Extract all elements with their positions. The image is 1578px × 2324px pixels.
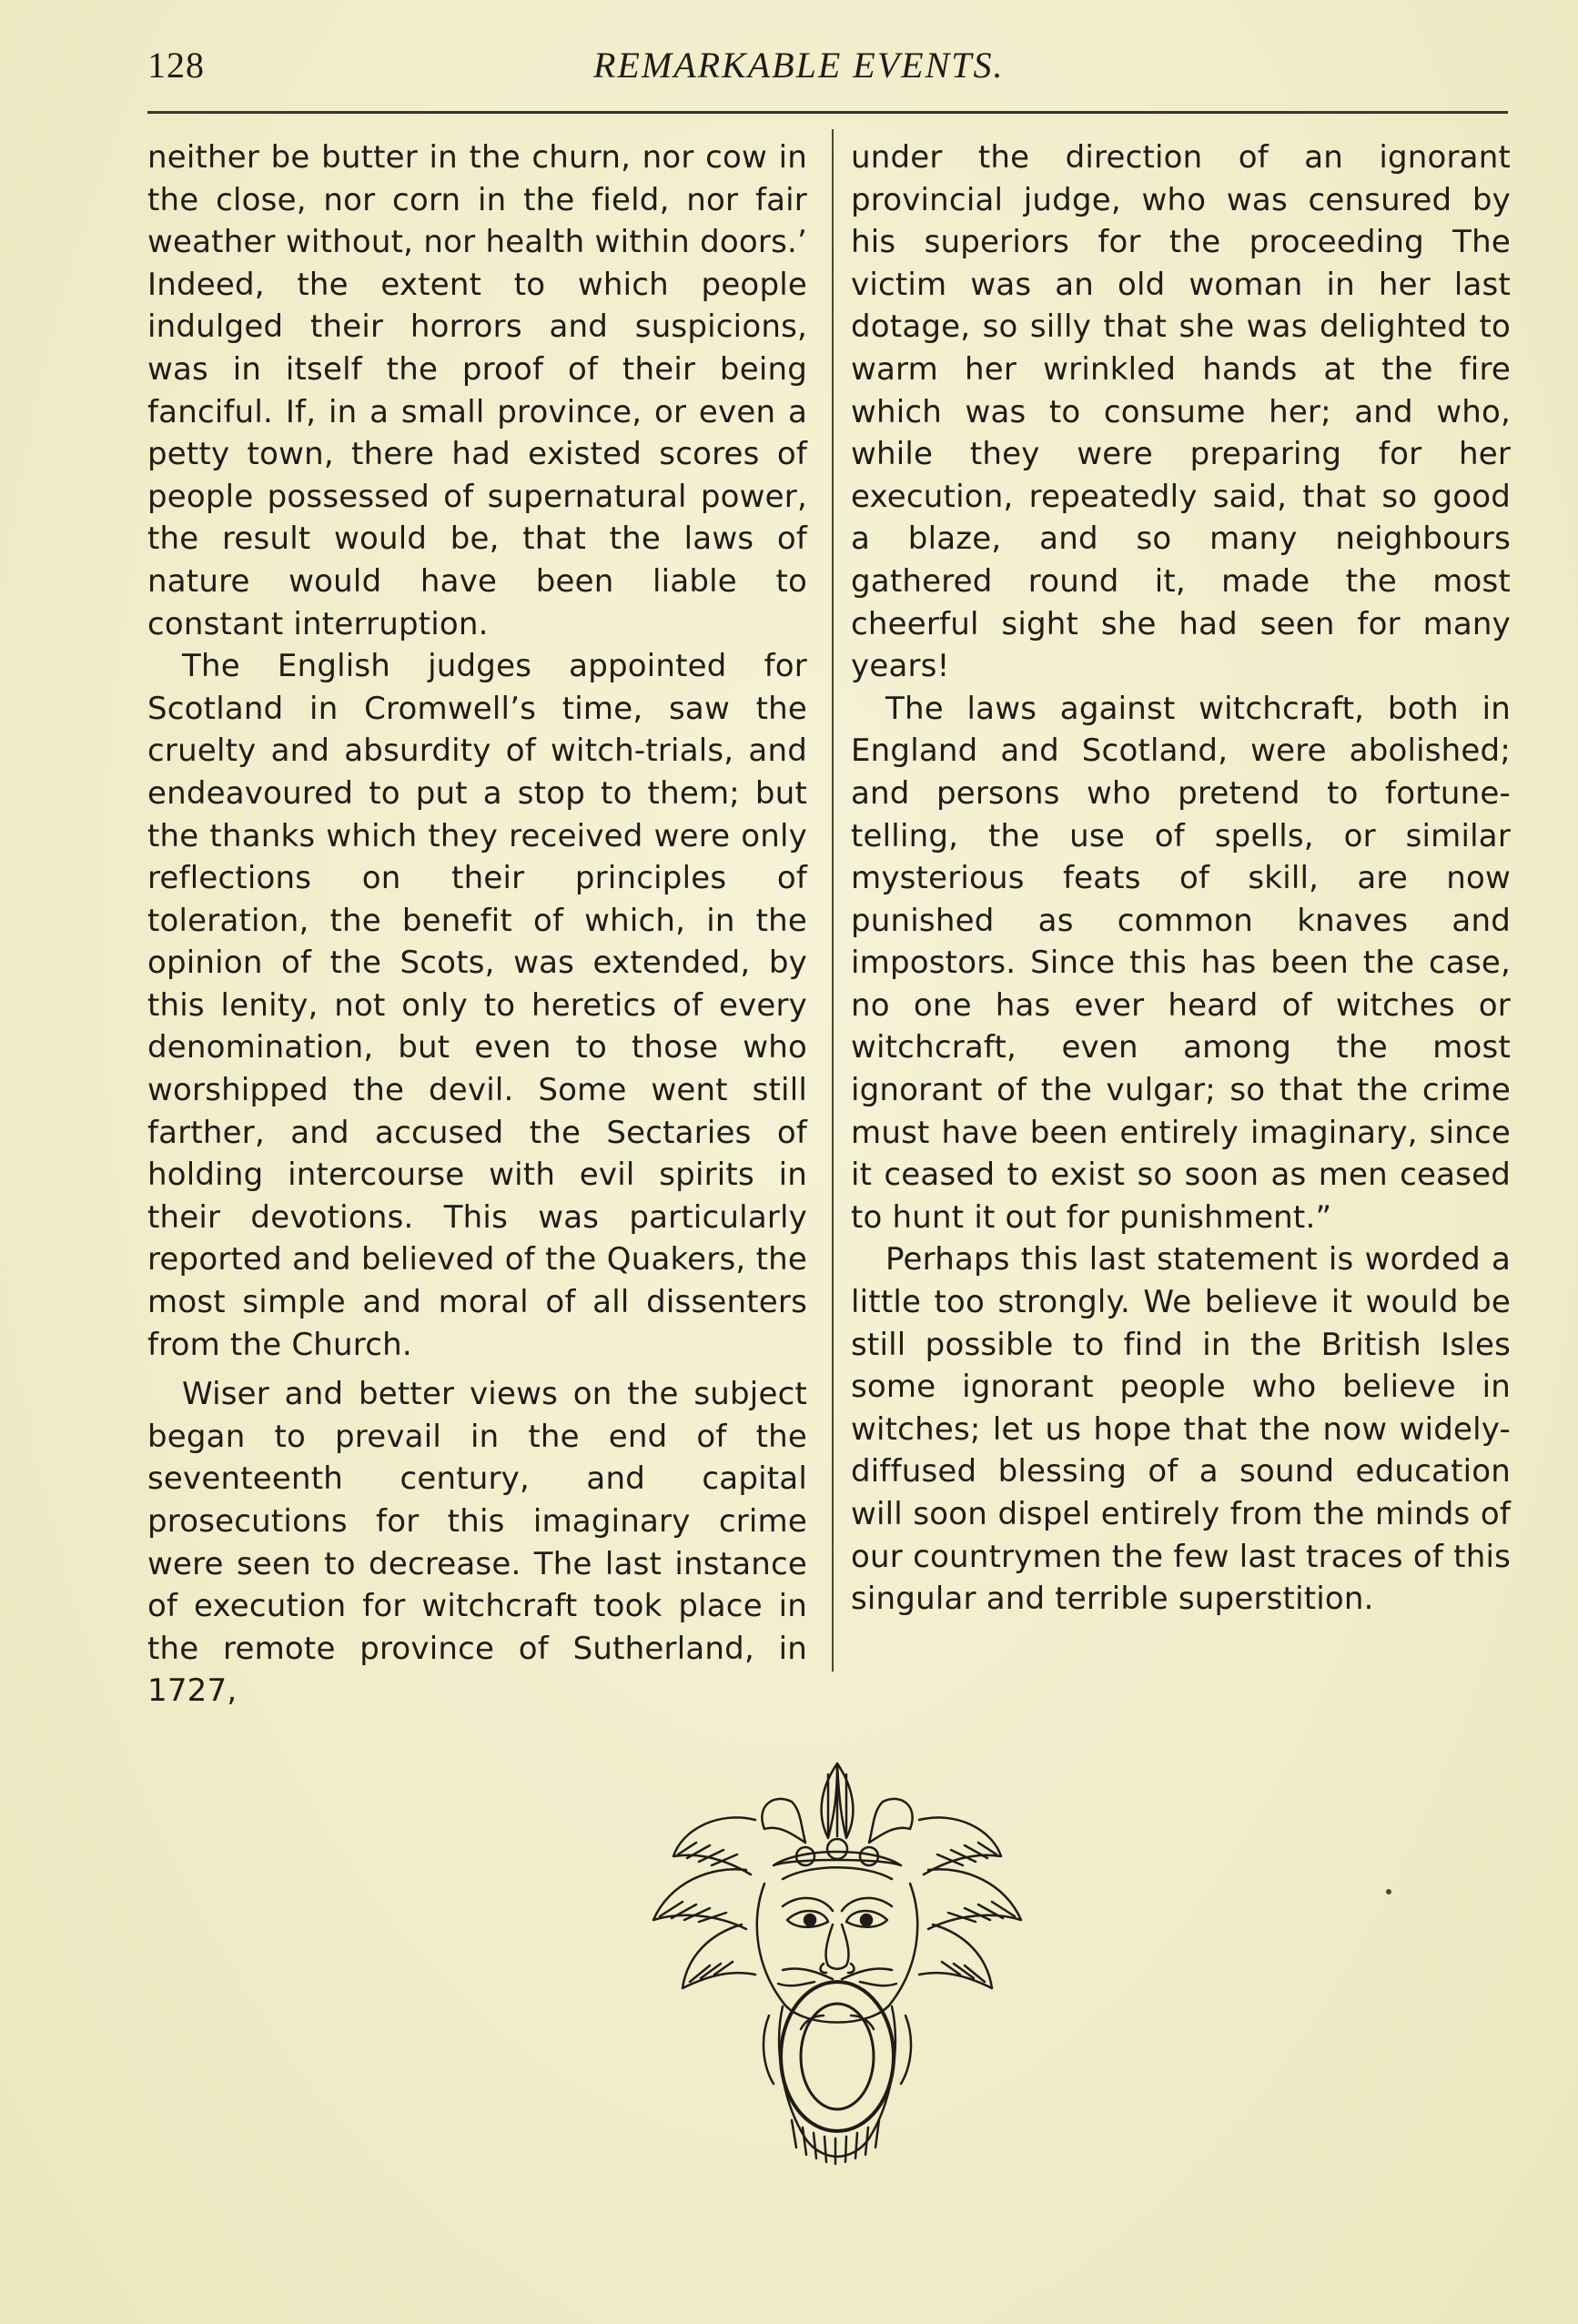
right-column xyxy=(851,136,1511,1621)
right-paragraph-1: under the direction of an ignorant provincial judge, who was censured by his superiors for the proceeding The victim was an old woman in her last dotage, so silly that she was delighted to warm her wrinkled hands at the fire which was to consume her; and who, while they were preparing for her execution, repeatedly said, that so good a blaze, and so many neighbours gathered round it, made the most cheerful sight she had seen for many years! xyxy=(851,139,1511,685)
left-paragraph-2: The English judges appointed for Scotland in Cromwell’s time, saw the cruelty and absurdity of witch-trials, and endeavoured to put a stop to them; but the thanks which they received were only reflections on their principles of toleration, the benefit of which, in the opinion of the Scots, was extended, by this lenity, not only to heretics of every denomination, but even to those who worshipped the devil. Some went still farther, and accused the Sectaries of holding intercourse with evil spirits in their devotions. This was particularly reported and believed of the Quakers, the most simple and moral of all dissenters from the Church. xyxy=(147,648,807,1363)
header-rule xyxy=(147,111,1508,114)
paper-speck xyxy=(1386,1889,1391,1895)
column-divider xyxy=(832,129,834,1672)
grotesque-mask-door-knocker-icon xyxy=(646,1756,1028,2175)
right-paragraph-3: Perhaps this last statement is worded a little too strongly. We believe it would be still possible to find in the British Isles some ignorant people who believe in witches; let us hope that the now widely-diffused blessing of a sound education will soon dispel entirely from the minds of our countrymen the few last traces of this singular and terrible superstition. xyxy=(851,1241,1511,1618)
page-header xyxy=(147,44,1512,98)
running-title: REMARKABLE EVENTS. xyxy=(593,45,1005,86)
right-paragraph-2: The laws against witchcraft, both in England and Scotland, were abolished; and persons who pretend to fortune-telling, the use of spells, or similar mysterious feats of skill, are now punished as common knaves and impostors. Since this has been the case, no one has ever heard of witches or witchcraft, even among the most ignorant of the vulgar; so that the crime must have been entirely imaginary, since it ceased to exist so soon as men ceased to hunt it out for punishment.” xyxy=(851,690,1511,1236)
left-column xyxy=(147,136,807,1713)
page-number: 128 xyxy=(147,45,205,86)
left-paragraph-3: Wiser and better views on the subject began to prevail in the end of the seventeenth century, and capital prosecutions for this imaginary crime were seen to decrease. The last instance of execution for witchcraft took place in the remote province of Sutherland, in 1727, xyxy=(147,1376,807,1710)
left-paragraph-1: neither be butter in the churn, nor cow in the close, nor corn in the field, nor fair weather without, nor health within doors.’ Indeed, the extent to which people indulged their horrors and suspicions, was in itself the proof of their being fanciful. If, in a small province, or even a petty town, there had existed scores of people possessed of supernatural power, the result would be, that the laws of nature would have been liable to constant interruption. xyxy=(147,139,807,642)
